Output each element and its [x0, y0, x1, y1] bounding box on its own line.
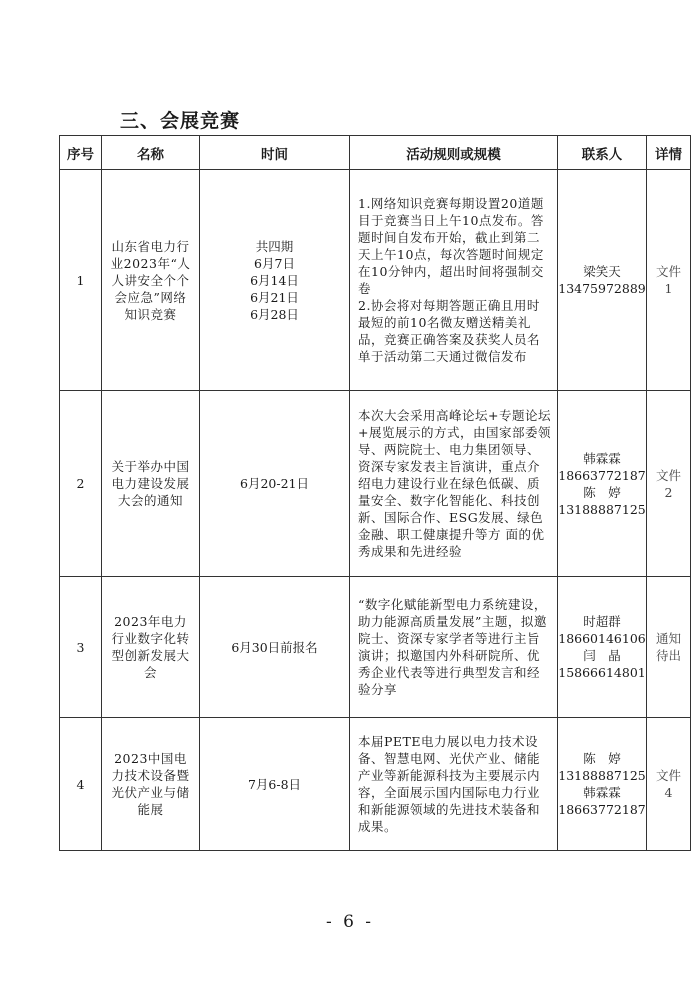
row-index: 2 [60, 391, 102, 577]
header-time: 时间 [200, 136, 350, 170]
table-row [60, 170, 691, 391]
time-line: 共四期 [255, 238, 294, 254]
header-index: 序号 [60, 136, 102, 170]
contact-phone: 13188887125 [558, 501, 646, 517]
event-name: 山东省电力行业2023年“人人讲安全个个会应急”网络知识竞赛 [102, 170, 200, 391]
contact-name: 梁笑天 [583, 264, 621, 279]
contact-phone: 18663772187 [558, 467, 646, 483]
table-header-row [60, 136, 691, 170]
contact-phone: 15866614801 [558, 665, 646, 680]
contact-name: 时超群 [583, 614, 621, 629]
contact-name: 陈 婷 [583, 484, 621, 500]
row-index: 1 [60, 170, 102, 391]
event-details [647, 391, 691, 577]
details-line: 2 [664, 484, 673, 500]
time-line: 6月20-21日 [240, 476, 309, 491]
details-line: 通知 [655, 631, 681, 646]
details-line: 1 [664, 281, 673, 296]
contact-phone: 13188887125 [558, 768, 646, 783]
time-line: 6月30日前报名 [231, 639, 318, 655]
event-name: 2023年电力行业数字化转型创新发展大会 [102, 577, 200, 718]
event-name: 关于举办中国电力建设发展大会的通知 [102, 391, 200, 577]
events-table [59, 135, 691, 851]
event-name: 2023中国电力技术设备暨光伏产业与储能展 [102, 718, 200, 851]
event-rules: 本次大会采用高峰论坛+专题论坛+展览展示的方式，由国家部委领导、两院院士、电力集团领导、资深专家发表主旨演讲，重点介绍电力建设行业在绿色低碳、质量安全、数字化智能化、科技创新、国际合作、ESG发展、绿色金融、职工健康提升等方 面的优秀成果和先进经验 [350, 391, 558, 577]
event-rules: 本届PETE电力展以电力技术设备、智慧电网、光伏产业、储能产业等新能源科技为主要展示内容，全面展示国内国际电力行业和新能源领域的先进技术装备和成果。 [350, 718, 558, 851]
details-line: 文件 [655, 264, 681, 279]
time-line: 6月7日 [254, 255, 295, 271]
event-rules: 1.网络知识竞赛每期设置20道题目于竞赛当日上午10点发布。答题时间自发布开始，截止到第二天上午10点，每次答题时间规定在10分钟内，超出时间将强制交卷 2.协会将对每期答题正确且用时最短的前10名微友赠送精美礼品，竞赛正确答案及获奖人员名单于活动第二天通过微信发布 [350, 170, 558, 391]
contact-phone: 18663772187 [558, 802, 646, 817]
section-title: 三、会展竞赛 [120, 110, 241, 132]
event-contacts [558, 170, 647, 391]
event-contacts [558, 718, 647, 851]
contact-name: 闫 晶 [583, 648, 621, 663]
event-contacts [558, 577, 647, 718]
header-details: 详情 [647, 136, 691, 170]
event-time [200, 718, 350, 851]
contact-name: 韩霖霖 [583, 785, 621, 800]
time-line: 6月28日 [250, 306, 299, 322]
details-line: 待出 [655, 648, 681, 663]
event-time [200, 170, 350, 391]
event-details [647, 170, 691, 391]
row-index: 4 [60, 718, 102, 851]
header-contacts: 联系人 [558, 136, 647, 170]
contact-name: 陈 婷 [583, 751, 621, 766]
table-row [60, 718, 691, 851]
event-contacts [558, 391, 647, 577]
time-line: 7月6-8日 [247, 776, 302, 792]
event-time [200, 577, 350, 718]
contact-phone: 18660146106 [558, 631, 646, 646]
table-row [60, 577, 691, 718]
event-details [647, 577, 691, 718]
details-line: 4 [664, 785, 673, 800]
event-rules: “数字化赋能新型电力系统建设，助力能源高质量发展”主题，拟邀院士、资深专家学者等进行主旨演讲；拟邀国内外科研院所、优秀企业代表等进行典型发言和经验分享 [350, 577, 558, 718]
header-rules: 活动规则或规模 [350, 136, 558, 170]
time-line: 6月21日 [250, 289, 299, 305]
event-time [200, 391, 350, 577]
details-line: 文件 [655, 768, 681, 783]
details-line: 文件 [655, 467, 681, 483]
row-index: 3 [60, 577, 102, 718]
page-number: - 6 - [325, 912, 375, 932]
header-name: 名称 [102, 136, 200, 170]
contact-phone: 13475972889 [558, 281, 646, 296]
event-details [647, 718, 691, 851]
table-row [60, 391, 691, 577]
contact-name: 韩霖霖 [583, 450, 621, 466]
time-line: 6月14日 [250, 272, 299, 288]
